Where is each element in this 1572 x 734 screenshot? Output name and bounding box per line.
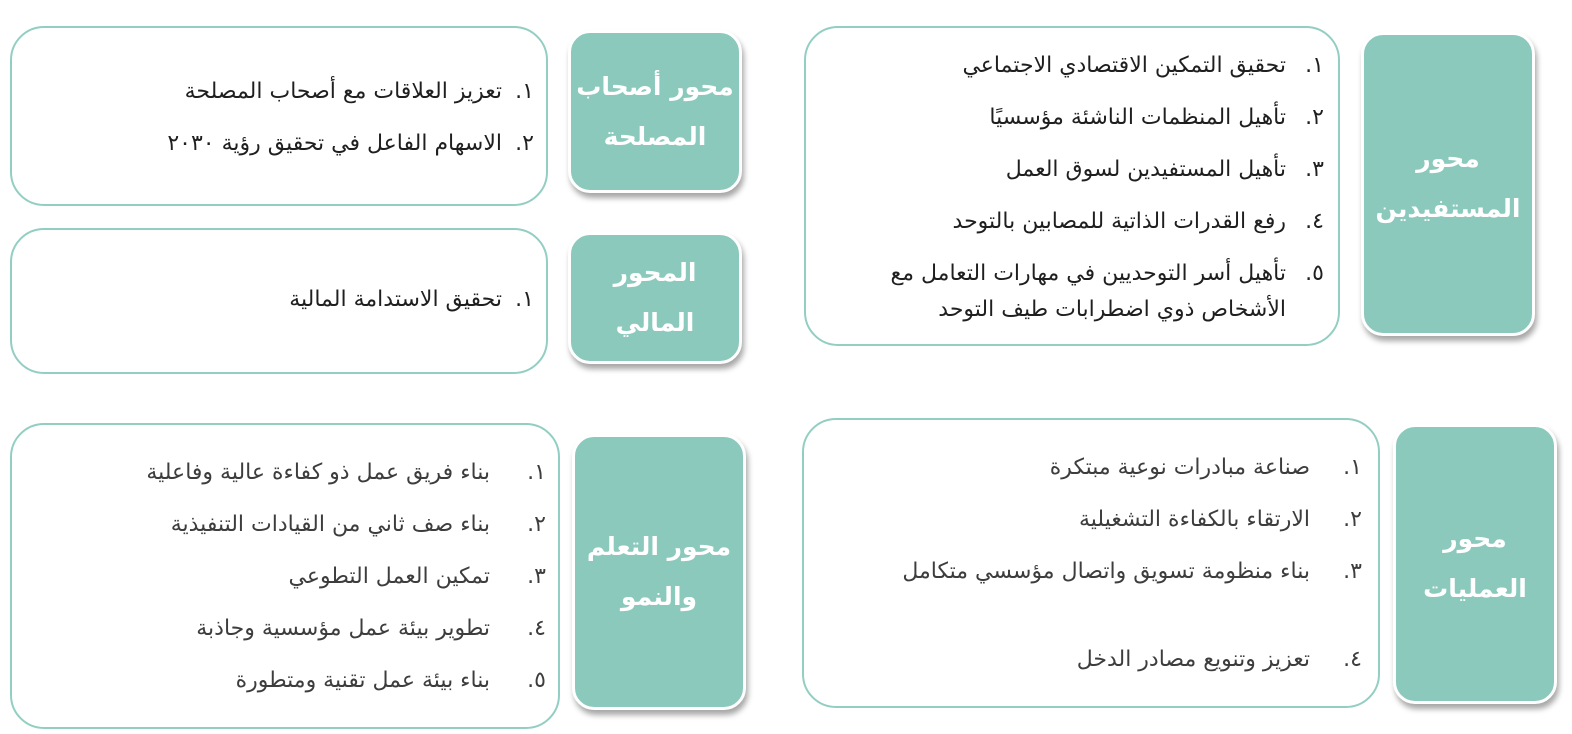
- financial-axis-label: [568, 232, 742, 364]
- list-item: [824, 100, 1324, 152]
- item-number: ١.: [1305, 53, 1324, 78]
- learning-objectives-list: [36, 455, 546, 715]
- item-text: تطوير بيئة عمل مؤسسية وجاذبة: [196, 616, 490, 641]
- item-text: بناء صف ثاني من القيادات التنفيذية: [170, 512, 490, 537]
- item-number: ١.: [1343, 455, 1362, 480]
- list-item: [862, 502, 1362, 554]
- operations-objectives-box: [802, 418, 1380, 708]
- list-item: [36, 559, 546, 611]
- list-item: [36, 663, 546, 715]
- item-text: صناعة مبادرات نوعية مبتكرة: [1049, 455, 1310, 480]
- item-number: ٣.: [527, 564, 546, 589]
- list-item: [34, 126, 534, 178]
- item-text: تحقيق التمكين الاقتصادي الاجتماعي: [962, 53, 1286, 78]
- list-item: [862, 450, 1362, 502]
- beneficiaries-objectives-list: [824, 48, 1324, 328]
- item-number: ٢.: [1305, 105, 1324, 130]
- operations-objectives-list: [862, 450, 1362, 678]
- list-item: [824, 48, 1324, 100]
- item-number: ٥.: [1305, 261, 1324, 286]
- list-item: [824, 152, 1324, 204]
- list-item: [36, 611, 546, 663]
- item-text: الاسهام الفاعل في تحقيق رؤية ٢٠٣٠: [167, 131, 502, 156]
- item-text: تأهيل المستفيدين لسوق العمل: [1005, 157, 1286, 182]
- item-number: ٤.: [527, 616, 546, 641]
- learning-objectives-box: [10, 423, 560, 729]
- stakeholders-axis-label: [568, 30, 742, 193]
- item-number: ٤.: [1305, 209, 1324, 234]
- item-text: تعزيز وتنويع مصادر الدخل: [1076, 647, 1310, 672]
- item-text: الارتقاء بالكفاءة التشغيلية: [1079, 507, 1310, 532]
- list-item: [824, 204, 1324, 256]
- list-item: [862, 554, 1362, 642]
- stakeholders-objectives-box: [10, 26, 548, 206]
- beneficiaries-axis-title: محور المستفيدين: [1375, 144, 1521, 223]
- item-text: بناء منظومة تسويق واتصال مؤسسي متكامل: [902, 559, 1310, 584]
- beneficiaries-axis-label: [1361, 32, 1535, 336]
- stakeholders-objectives-list: [34, 74, 534, 178]
- item-number: ٣.: [1305, 157, 1324, 182]
- list-item: [36, 507, 546, 559]
- operations-axis-title: محور العمليات: [1423, 524, 1527, 603]
- operations-axis-label: [1393, 424, 1557, 704]
- list-item: [34, 282, 534, 318]
- item-number: ١.: [515, 287, 534, 312]
- list-item: [36, 455, 546, 507]
- financial-objectives-box: [10, 228, 548, 374]
- financial-axis-title: المحور المالي: [613, 258, 697, 337]
- learning-axis-label: [572, 434, 746, 710]
- item-number: ٣.: [1343, 559, 1362, 584]
- list-item: [824, 256, 1324, 328]
- item-text: تمكين العمل التطوعي: [288, 564, 490, 589]
- item-number: ٢.: [1343, 507, 1362, 532]
- beneficiaries-objectives-box: [804, 26, 1340, 346]
- item-number: ٥.: [527, 668, 546, 693]
- list-item: [862, 642, 1362, 678]
- item-number: ٢.: [515, 131, 534, 156]
- item-text: رفع القدرات الذاتية للمصابين بالتوحد: [952, 209, 1286, 234]
- item-number: ٤.: [1343, 647, 1362, 672]
- item-text: تأهيل أسر التوحديين في مهارات التعامل مع الأشخاص ذوي اضطرابات طيف التوحد: [890, 261, 1286, 322]
- financial-objectives-list: [34, 282, 534, 318]
- item-text: تأهيل المنظمات الناشئة مؤسسيًا: [989, 105, 1286, 130]
- learning-axis-title: محور التعلم والنمو: [586, 532, 732, 611]
- item-number: ١.: [527, 460, 546, 485]
- stakeholders-axis-title: محور أصحاب المصلحة: [576, 71, 734, 151]
- item-text: بناء بيئة عمل تقنية ومتطورة: [235, 668, 490, 693]
- item-text: تحقيق الاستدامة المالية: [289, 287, 502, 312]
- item-text: تعزيز العلاقات مع أصحاب المصلحة: [184, 79, 502, 104]
- item-number: ١.: [515, 79, 534, 104]
- item-text: بناء فريق عمل ذو كفاءة عالية وفاعلية: [146, 460, 490, 485]
- list-item: [34, 74, 534, 126]
- item-number: ٢.: [527, 512, 546, 537]
